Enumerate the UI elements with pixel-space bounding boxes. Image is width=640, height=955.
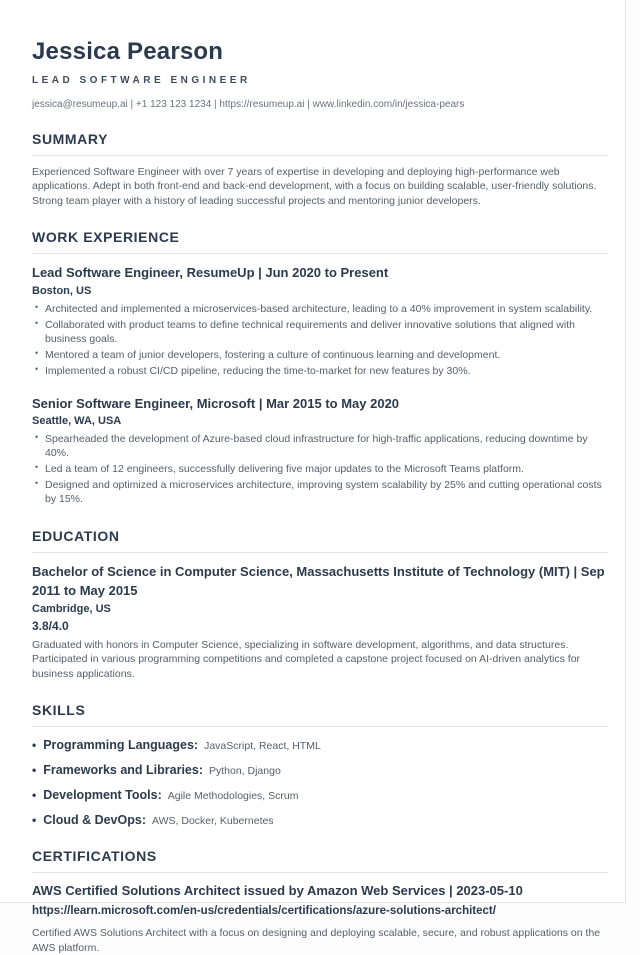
contact-line[interactable]: jessica@resumeup.ai | +1 123 123 1234 | https://resumeup.ai | www.linkedin.com/in/jessica-pears — [32, 99, 465, 110]
bullet-icon: • — [35, 318, 39, 329]
job-location: Boston, US — [32, 285, 92, 298]
section-certifications — [32, 848, 608, 955]
education-heading: EDUCATION — [32, 527, 120, 544]
section-education — [32, 528, 608, 681]
bullet-icon: • — [35, 347, 39, 358]
bullet-icon: • — [32, 763, 37, 778]
job-bullet: • Led a team of 12 engineers, successfully delivering five major updates to the Microsoft Teams platform. — [35, 462, 524, 476]
skill-label: Development Tools: — [43, 788, 162, 803]
resume-content — [32, 38, 608, 955]
skill-item — [32, 813, 608, 827]
bullet-icon: • — [35, 462, 39, 473]
candidate-job-title: LEAD SOFTWARE ENGINEER — [32, 75, 251, 86]
section-divider — [32, 155, 608, 156]
summary-heading: SUMMARY — [32, 131, 109, 147]
certification-title: AWS Certified Solutions Architect issued by Amazon Web Services | 2023-05-10 — [32, 883, 523, 899]
skill-item — [32, 788, 608, 802]
education-location: Cambridge, US — [32, 602, 111, 615]
job-bullet: • Collaborated with product teams to define technical requirements and deliver innovative solutions that aligned with business goals. — [35, 318, 575, 346]
job-bullet: • Designed and optimized a microservices architecture, improving system scalability by 25% and cutting operational costs by 15%. — [35, 478, 602, 505]
bullet-icon: • — [35, 478, 39, 489]
job-title: Senior Software Engineer, Microsoft | Mar 2015 to May 2020 — [32, 395, 400, 411]
skill-value: Python, Django — [208, 765, 281, 778]
skill-value: JavaScript, React, HTML — [204, 740, 321, 753]
gpa-value: 3.8/4.0 — [32, 618, 69, 633]
work-experience-heading: WORK EXPERIENCE — [32, 229, 180, 246]
candidate-name: Jessica Pearson — [32, 38, 224, 65]
job-entry — [32, 264, 608, 378]
job-bullet: • Implemented a robust CI/CD pipeline, reducing the time-to-market for new features by 30%. — [35, 363, 471, 377]
job-location: Seattle, WA, USA — [32, 415, 122, 428]
skills-heading: SKILLS — [32, 702, 86, 719]
education-description: Graduated with honors in Computer Science, specializing in software development, algorithms, and data structures. Participated in various programming competitions and completed a capstone project focused on AI-driven analytics for business applications. — [32, 638, 581, 680]
section-divider — [32, 726, 608, 727]
bullet-icon: • — [35, 302, 39, 313]
resume-header — [32, 38, 608, 110]
job-bullet: • Spearheaded the development of Azure-based cloud infrastructure for high-traffic applications, reducing downtime by 40%. — [35, 432, 588, 460]
job-title: Lead Software Engineer, ResumeUp | Jun 2020 to Present — [32, 265, 389, 281]
bullet-icon: • — [32, 788, 37, 803]
summary-text: Experienced Software Engineer with over 7 years of expertise in developing and deploying high-performance web applications. Adept in both front-end and back-end development, with a focus on building scalable, user-friendly solutions. Strong team player with a history of leading successful projects and mentoring junior developers. — [32, 166, 597, 207]
certifications-heading: CERTIFICATIONS — [32, 848, 157, 865]
bullet-icon: • — [35, 432, 39, 443]
job-bullet: • Mentored a team of junior developers, fostering a culture of continuous learning and development. — [35, 347, 501, 361]
skill-value: AWS, Docker, Kubernetes — [152, 815, 274, 828]
certification-description: Certified AWS Solutions Architect with a focus on designing and deploying scalable, secure, and robust applications on the AWS platform. — [32, 927, 601, 954]
job-bullet-list — [32, 303, 608, 378]
skill-item — [32, 738, 608, 752]
skills-list — [32, 738, 608, 827]
job-bullet-list — [32, 433, 608, 506]
bullet-icon: • — [35, 363, 39, 374]
job-bullet: • Architected and implemented a microservices-based architecture, leading to a 40% improvement in system scalability. — [35, 302, 593, 316]
job-entry — [32, 395, 608, 507]
bullet-icon: • — [32, 738, 37, 753]
degree-title: Bachelor of Science in Computer Science, Massachusetts Institute of Technology (MIT) | Sep 2011 to May 2015 — [32, 563, 605, 599]
section-work-experience — [32, 229, 608, 506]
skill-label: Frameworks and Libraries: — [43, 763, 203, 778]
section-skills — [32, 702, 608, 827]
section-summary — [32, 131, 608, 208]
section-divider — [32, 552, 608, 553]
section-divider — [32, 872, 608, 873]
skill-item — [32, 763, 608, 777]
skill-label: Programming Languages: — [43, 738, 199, 753]
skill-value: Agile Methodologies, Scrum — [167, 790, 299, 803]
certification-link[interactable]: https://learn.microsoft.com/en-us/credentials/certifications/azure-solutions-architect/ — [32, 905, 496, 918]
section-divider — [32, 253, 608, 254]
bullet-icon: • — [32, 813, 37, 828]
skill-label: Cloud & DevOps: — [43, 813, 146, 828]
